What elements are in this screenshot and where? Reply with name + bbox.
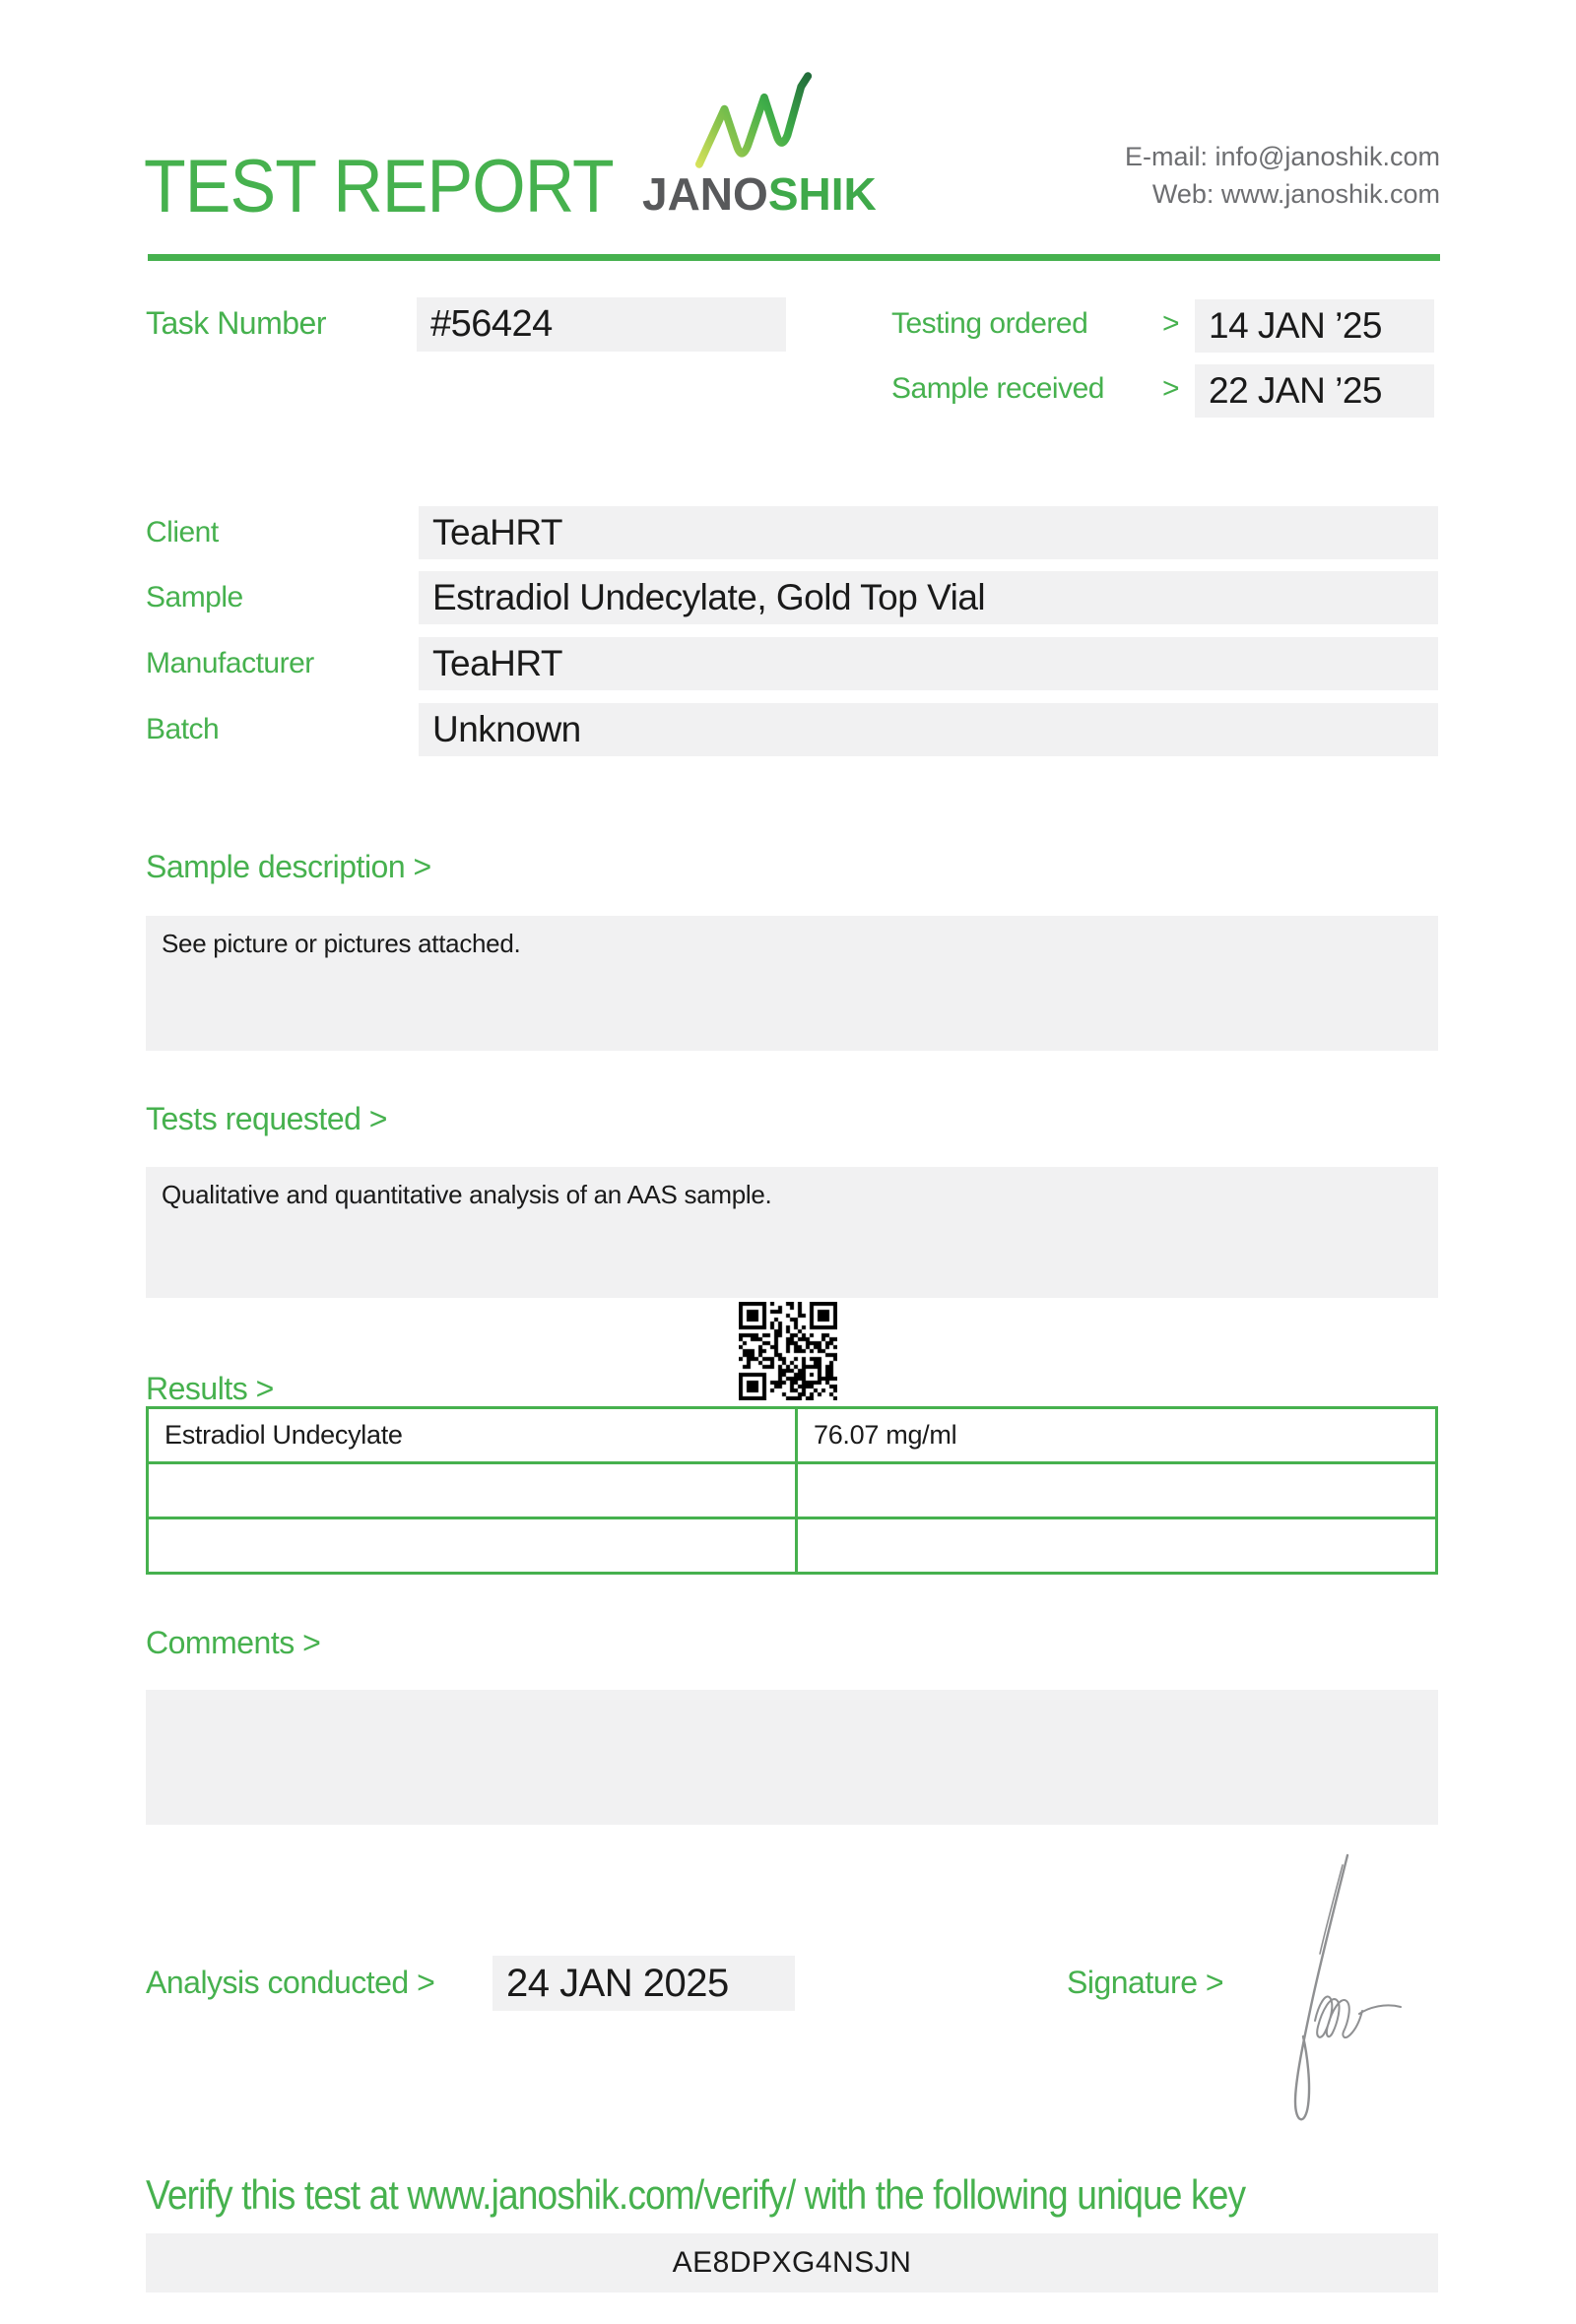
result-analyte xyxy=(148,1518,797,1574)
sample-received-text: Sample received xyxy=(891,372,1104,405)
sample-field xyxy=(419,571,1438,624)
table-row xyxy=(148,1463,1437,1518)
manufacturer-value: TeaHRT xyxy=(432,643,563,683)
contact-web: Web: www.janoshik.com xyxy=(1151,179,1440,209)
tests-requested-box xyxy=(146,1167,1438,1298)
results-table xyxy=(146,1406,1438,1575)
table-row xyxy=(148,1518,1437,1574)
tests-requested-heading: Tests requested > xyxy=(146,1101,387,1136)
janoshik-chart-icon xyxy=(692,69,819,171)
task-number-field xyxy=(417,297,786,352)
comments-text xyxy=(146,1690,1438,1715)
results-heading: Results > xyxy=(146,1371,274,1406)
manufacturer-field xyxy=(419,637,1438,690)
contact-info xyxy=(1125,138,1440,213)
janoshik-logo-text xyxy=(642,167,877,221)
result-analyte xyxy=(148,1463,797,1518)
client-value: TeaHRT xyxy=(432,512,563,552)
sample-received-label xyxy=(891,372,1179,406)
unique-key-box xyxy=(146,2233,1438,2292)
arrow-icon: > xyxy=(1161,307,1179,340)
sample-description-heading: Sample description > xyxy=(146,849,431,884)
analysis-conducted-label: Analysis conducted > xyxy=(146,1965,435,2000)
batch-label: Batch xyxy=(146,713,220,745)
result-value xyxy=(797,1518,1437,1574)
verify-instruction: Verify this test at www.janoshik.com/verify/ with the following unique key xyxy=(146,2171,1246,2218)
result-analyte: Estradiol Undecylate xyxy=(148,1408,797,1463)
logo-text-shik: SHIK xyxy=(767,168,877,220)
arrow-icon: > xyxy=(1161,372,1179,405)
testing-ordered-field xyxy=(1195,299,1434,353)
signature-label: Signature > xyxy=(1067,1965,1224,2000)
comments-heading: Comments > xyxy=(146,1625,321,1660)
contact-email: E-mail: info@janoshik.com xyxy=(1124,142,1440,171)
analysis-date-field xyxy=(492,1956,795,2011)
header-divider xyxy=(148,254,1440,261)
page-title: TEST REPORT xyxy=(144,145,614,228)
logo-text-jano: JANO xyxy=(642,168,768,220)
sample-received-value: 22 JAN ’25 xyxy=(1209,370,1382,411)
batch-value: Unknown xyxy=(432,709,581,749)
sample-description-text: See picture or pictures attached. xyxy=(162,929,521,958)
sample-description-box xyxy=(146,916,1438,1051)
result-value: 76.07 mg/ml xyxy=(797,1408,1437,1463)
tests-requested-text: Qualitative and quantitative analysis of an AAS sample. xyxy=(162,1180,772,1209)
table-row xyxy=(148,1408,1437,1463)
testing-ordered-label xyxy=(891,307,1179,341)
task-number-label: Task Number xyxy=(146,305,326,341)
sample-received-field xyxy=(1195,364,1434,418)
comments-box xyxy=(146,1690,1438,1825)
testing-ordered-value: 14 JAN ’25 xyxy=(1209,305,1382,346)
qr-code xyxy=(739,1302,837,1400)
analysis-date-value: 24 JAN 2025 xyxy=(506,1962,729,2005)
testing-ordered-text: Testing ordered xyxy=(891,307,1088,340)
unique-key-value: AE8DPXG4NSJN xyxy=(672,2246,912,2279)
task-number-value: #56424 xyxy=(430,303,553,345)
client-label: Client xyxy=(146,516,219,549)
sample-label: Sample xyxy=(146,581,243,613)
signature-image xyxy=(1256,1843,1413,2139)
manufacturer-label: Manufacturer xyxy=(146,647,314,679)
sample-value: Estradiol Undecylate, Gold Top Vial xyxy=(432,577,986,617)
batch-field xyxy=(419,703,1438,756)
client-field xyxy=(419,506,1438,559)
result-value xyxy=(797,1463,1437,1518)
